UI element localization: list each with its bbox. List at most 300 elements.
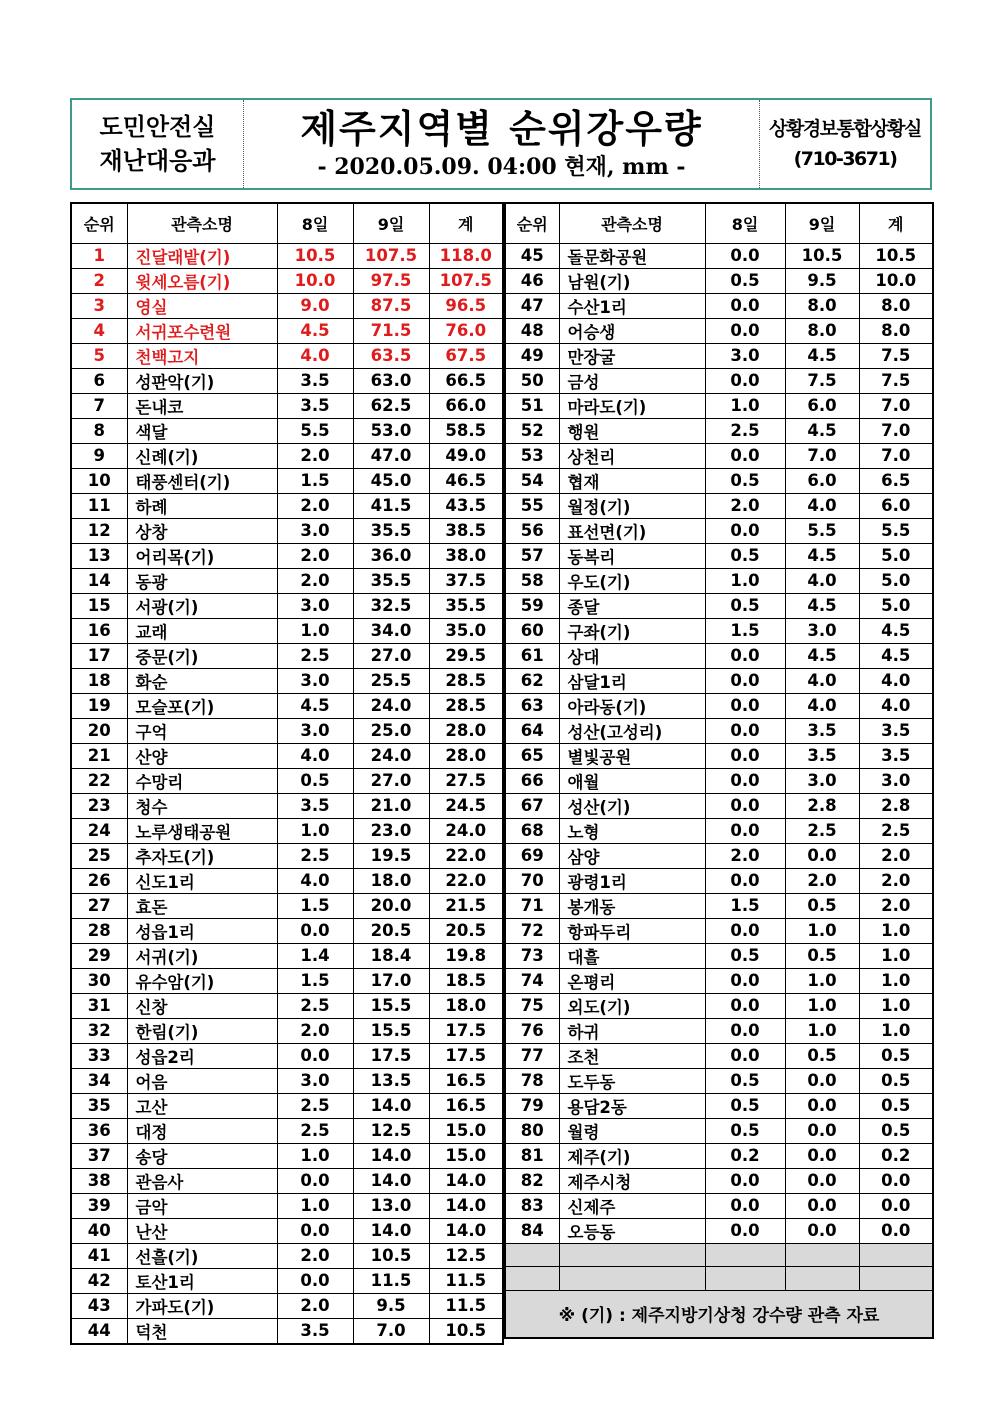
- day8-cell: 0.5: [705, 1118, 785, 1143]
- office-phone: (710-3671): [793, 148, 897, 170]
- day9-cell: 4.5: [785, 343, 859, 368]
- day9-cell: 7.0: [785, 443, 859, 468]
- station-name-cell: 동복리: [559, 543, 705, 568]
- station-name-cell: 진달래밭(기): [127, 243, 277, 268]
- table-row: [505, 468, 933, 493]
- day9-cell: 18.4: [353, 943, 429, 968]
- day9-cell: 35.5: [353, 568, 429, 593]
- rank-cell: 78: [505, 1068, 559, 1093]
- day8-cell: 2.0: [277, 543, 353, 568]
- day8-cell: 2.0: [277, 1018, 353, 1043]
- rank-cell: 82: [505, 1168, 559, 1193]
- station-name-cell: 추자도(기): [127, 843, 277, 868]
- rank-cell: 54: [505, 468, 559, 493]
- col-day8: 8일: [705, 203, 785, 243]
- table-row: [71, 1093, 503, 1118]
- rank-cell: 53: [505, 443, 559, 468]
- station-name-cell: 상창: [127, 518, 277, 543]
- rank-cell: 45: [505, 243, 559, 268]
- table-row: [71, 793, 503, 818]
- table-row: [505, 618, 933, 643]
- table-row: [71, 1143, 503, 1168]
- station-name-cell: 아라동(기): [559, 693, 705, 718]
- station-name-cell: 수산1리: [559, 293, 705, 318]
- total-cell: 28.0: [429, 718, 503, 743]
- day8-cell: 0.5: [705, 943, 785, 968]
- day9-cell: 4.0: [785, 668, 859, 693]
- station-name-cell: 상천리: [559, 443, 705, 468]
- total-cell: 14.0: [429, 1193, 503, 1218]
- table-row: [505, 293, 933, 318]
- total-cell: 14.0: [429, 1218, 503, 1243]
- station-name-cell: 협재: [559, 468, 705, 493]
- table-row: [71, 568, 503, 593]
- station-name-cell: 청수: [127, 793, 277, 818]
- day9-cell: 87.5: [353, 293, 429, 318]
- table-row: [71, 1193, 503, 1218]
- col-station: 관측소명: [127, 203, 277, 243]
- table-row: [71, 318, 503, 343]
- total-cell: 3.5: [859, 743, 933, 768]
- day9-cell: 0.0: [785, 1143, 859, 1168]
- day8-cell: 0.0: [705, 1043, 785, 1068]
- station-name-cell: 만장굴: [559, 343, 705, 368]
- rank-cell: 62: [505, 668, 559, 693]
- day9-cell: 71.5: [353, 318, 429, 343]
- rank-cell: 50: [505, 368, 559, 393]
- station-name-cell: 신제주: [559, 1193, 705, 1218]
- day9-cell: 0.0: [785, 1218, 859, 1243]
- day9-cell: 107.5: [353, 243, 429, 268]
- day8-cell: 1.5: [277, 893, 353, 918]
- rank-cell: 69: [505, 843, 559, 868]
- station-name-cell: 성읍2리: [127, 1043, 277, 1068]
- table-row: [71, 293, 503, 318]
- day9-cell: 4.0: [785, 493, 859, 518]
- rank-cell: 20: [71, 718, 127, 743]
- station-name-cell: 효돈: [127, 893, 277, 918]
- rank-cell: 48: [505, 318, 559, 343]
- empty-cell: [505, 1243, 559, 1267]
- rank-cell: 16: [71, 618, 127, 643]
- day8-cell: 0.0: [705, 243, 785, 268]
- station-name-cell: 동광: [127, 568, 277, 593]
- station-name-cell: 조천: [559, 1043, 705, 1068]
- station-name-cell: 표선면(기): [559, 518, 705, 543]
- table-row: [71, 1243, 503, 1268]
- day8-cell: 0.0: [705, 668, 785, 693]
- table-row: [71, 618, 503, 643]
- day8-cell: 2.5: [277, 1118, 353, 1143]
- table-row: [71, 893, 503, 918]
- table-row: [505, 1168, 933, 1193]
- total-cell: 38.0: [429, 543, 503, 568]
- col-day9: 9일: [785, 203, 859, 243]
- table-row: [505, 718, 933, 743]
- day9-cell: 15.5: [353, 993, 429, 1018]
- station-name-cell: 광령1리: [559, 868, 705, 893]
- rank-cell: 66: [505, 768, 559, 793]
- day8-cell: 0.5: [705, 593, 785, 618]
- table-row: [71, 443, 503, 468]
- empty-cell: [785, 1243, 859, 1267]
- day8-cell: 10.0: [277, 268, 353, 293]
- empty-cell: [705, 1267, 785, 1291]
- day8-cell: 0.0: [277, 1168, 353, 1193]
- page-subtitle: - 2020.05.09. 04:00 현재, mm -: [317, 154, 686, 180]
- day8-cell: 2.0: [277, 568, 353, 593]
- empty-cell: [505, 1267, 559, 1291]
- rank-cell: 28: [71, 918, 127, 943]
- day9-cell: 0.0: [785, 1093, 859, 1118]
- total-cell: 10.5: [859, 243, 933, 268]
- table-row: [71, 768, 503, 793]
- day9-cell: 0.5: [785, 893, 859, 918]
- station-name-cell: 우도(기): [559, 568, 705, 593]
- station-name-cell: 서광(기): [127, 593, 277, 618]
- station-name-cell: 행원: [559, 418, 705, 443]
- total-cell: 7.0: [859, 418, 933, 443]
- day8-cell: 0.0: [277, 1043, 353, 1068]
- rank-cell: 30: [71, 968, 127, 993]
- day8-cell: 0.0: [705, 918, 785, 943]
- day9-cell: 41.5: [353, 493, 429, 518]
- rank-cell: 46: [505, 268, 559, 293]
- rank-cell: 14: [71, 568, 127, 593]
- col-total: 계: [859, 203, 933, 243]
- station-name-cell: 교래: [127, 618, 277, 643]
- day9-cell: 17.5: [353, 1043, 429, 1068]
- rank-cell: 19: [71, 693, 127, 718]
- total-cell: 7.0: [859, 443, 933, 468]
- rank-cell: 40: [71, 1218, 127, 1243]
- total-cell: 7.0: [859, 393, 933, 418]
- day9-cell: 3.0: [785, 768, 859, 793]
- empty-cell: [859, 1267, 933, 1291]
- rank-cell: 37: [71, 1143, 127, 1168]
- rank-cell: 35: [71, 1093, 127, 1118]
- total-cell: 10.0: [859, 268, 933, 293]
- rank-cell: 79: [505, 1093, 559, 1118]
- day8-cell: 0.0: [277, 1268, 353, 1293]
- total-cell: 19.8: [429, 943, 503, 968]
- station-name-cell: 삼달1리: [559, 668, 705, 693]
- total-cell: 4.0: [859, 693, 933, 718]
- table-row: [71, 868, 503, 893]
- day9-cell: 14.0: [353, 1143, 429, 1168]
- rank-cell: 51: [505, 393, 559, 418]
- day8-cell: 0.5: [705, 1093, 785, 1118]
- total-cell: 22.0: [429, 868, 503, 893]
- rank-cell: 65: [505, 743, 559, 768]
- total-cell: 1.0: [859, 993, 933, 1018]
- total-cell: 24.5: [429, 793, 503, 818]
- empty-row: [505, 1243, 933, 1267]
- day9-cell: 4.0: [785, 693, 859, 718]
- day9-cell: 11.5: [353, 1268, 429, 1293]
- station-name-cell: 종달: [559, 593, 705, 618]
- day8-cell: 1.5: [705, 893, 785, 918]
- day9-cell: 19.5: [353, 843, 429, 868]
- day8-cell: 0.5: [705, 1068, 785, 1093]
- total-cell: 21.5: [429, 893, 503, 918]
- station-name-cell: 금악: [127, 1193, 277, 1218]
- day8-cell: 9.0: [277, 293, 353, 318]
- day8-cell: 1.0: [277, 618, 353, 643]
- day9-cell: 63.0: [353, 368, 429, 393]
- total-cell: 5.0: [859, 568, 933, 593]
- total-cell: 0.2: [859, 1143, 933, 1168]
- table-row: [505, 968, 933, 993]
- rank-cell: 27: [71, 893, 127, 918]
- rank-cell: 10: [71, 468, 127, 493]
- station-name-cell: 색달: [127, 418, 277, 443]
- day8-cell: 4.5: [277, 693, 353, 718]
- total-cell: 5.5: [859, 518, 933, 543]
- day8-cell: 2.5: [277, 1093, 353, 1118]
- rank-cell: 18: [71, 668, 127, 693]
- total-cell: 3.5: [859, 718, 933, 743]
- day9-cell: 1.0: [785, 993, 859, 1018]
- day8-cell: 10.5: [277, 243, 353, 268]
- rank-cell: 24: [71, 818, 127, 843]
- total-cell: 27.5: [429, 768, 503, 793]
- day9-cell: 9.5: [353, 1293, 429, 1318]
- station-name-cell: 월정(기): [559, 493, 705, 518]
- day9-cell: 24.0: [353, 743, 429, 768]
- table-row: [71, 718, 503, 743]
- total-cell: 37.5: [429, 568, 503, 593]
- table-row: [71, 1018, 503, 1043]
- rank-cell: 7: [71, 393, 127, 418]
- rank-cell: 3: [71, 293, 127, 318]
- department-line-1: 도민안전실: [99, 113, 216, 141]
- day9-cell: 35.5: [353, 518, 429, 543]
- station-name-cell: 하례: [127, 493, 277, 518]
- rank-cell: 11: [71, 493, 127, 518]
- day8-cell: 0.0: [705, 518, 785, 543]
- total-cell: 0.5: [859, 1068, 933, 1093]
- empty-cell: [559, 1267, 705, 1291]
- table-row: [505, 1018, 933, 1043]
- rainfall-table-left: [70, 202, 504, 1345]
- table-row: [505, 543, 933, 568]
- table-row: [71, 1168, 503, 1193]
- empty-cell: [785, 1267, 859, 1291]
- total-cell: 2.5: [859, 818, 933, 843]
- day9-cell: 5.5: [785, 518, 859, 543]
- day8-cell: 0.0: [705, 793, 785, 818]
- table-row: [505, 393, 933, 418]
- table-row: [71, 1118, 503, 1143]
- rank-cell: 58: [505, 568, 559, 593]
- station-name-cell: 영실: [127, 293, 277, 318]
- rank-cell: 43: [71, 1293, 127, 1318]
- table-row: [71, 368, 503, 393]
- station-name-cell: 애월: [559, 768, 705, 793]
- day9-cell: 45.0: [353, 468, 429, 493]
- table-row: [71, 468, 503, 493]
- col-total: 계: [429, 203, 503, 243]
- footnote: ※ (기) : 제주지방기상청 강수량 관측 자료: [505, 1290, 933, 1338]
- day9-cell: 0.0: [785, 1193, 859, 1218]
- station-name-cell: 어음: [127, 1068, 277, 1093]
- day8-cell: 3.0: [277, 718, 353, 743]
- station-name-cell: 산양: [127, 743, 277, 768]
- total-cell: 1.0: [859, 918, 933, 943]
- total-cell: 15.0: [429, 1143, 503, 1168]
- day9-cell: 8.0: [785, 318, 859, 343]
- day8-cell: 0.0: [705, 818, 785, 843]
- rank-cell: 6: [71, 368, 127, 393]
- rank-cell: 63: [505, 693, 559, 718]
- table-row: [71, 843, 503, 868]
- day9-cell: 0.0: [785, 1118, 859, 1143]
- day8-cell: 3.5: [277, 393, 353, 418]
- total-cell: 66.5: [429, 368, 503, 393]
- day9-cell: 1.0: [785, 968, 859, 993]
- table-row: [71, 243, 503, 268]
- table-row: [71, 968, 503, 993]
- rank-cell: 68: [505, 818, 559, 843]
- day8-cell: 0.5: [705, 468, 785, 493]
- station-name-cell: 봉개동: [559, 893, 705, 918]
- day8-cell: 3.5: [277, 1318, 353, 1344]
- table-row: [71, 418, 503, 443]
- day8-cell: 1.0: [705, 393, 785, 418]
- rank-cell: 70: [505, 868, 559, 893]
- day9-cell: 3.5: [785, 718, 859, 743]
- day8-cell: 0.5: [705, 268, 785, 293]
- station-name-cell: 노형: [559, 818, 705, 843]
- table-body-left: [71, 243, 503, 1344]
- table-row: [71, 643, 503, 668]
- table-row: [71, 543, 503, 568]
- day8-cell: 2.0: [277, 493, 353, 518]
- rank-cell: 57: [505, 543, 559, 568]
- day9-cell: 32.5: [353, 593, 429, 618]
- station-name-cell: 신창: [127, 993, 277, 1018]
- day9-cell: 62.5: [353, 393, 429, 418]
- day8-cell: 0.0: [705, 643, 785, 668]
- rank-cell: 22: [71, 768, 127, 793]
- table-row: [505, 768, 933, 793]
- station-name-cell: 토산1리: [127, 1268, 277, 1293]
- station-name-cell: 관음사: [127, 1168, 277, 1193]
- total-cell: 0.5: [859, 1043, 933, 1068]
- total-cell: 18.0: [429, 993, 503, 1018]
- table-row: [505, 443, 933, 468]
- day8-cell: 2.5: [705, 418, 785, 443]
- rank-cell: 34: [71, 1068, 127, 1093]
- total-cell: 58.5: [429, 418, 503, 443]
- day8-cell: 3.0: [277, 593, 353, 618]
- station-name-cell: 용담2동: [559, 1093, 705, 1118]
- empty-cell: [705, 1243, 785, 1267]
- total-cell: 8.0: [859, 293, 933, 318]
- day8-cell: 2.0: [277, 443, 353, 468]
- station-name-cell: 남원(기): [559, 268, 705, 293]
- rank-cell: 77: [505, 1043, 559, 1068]
- table-row: [505, 418, 933, 443]
- station-name-cell: 외도(기): [559, 993, 705, 1018]
- total-cell: 96.5: [429, 293, 503, 318]
- day9-cell: 7.0: [353, 1318, 429, 1344]
- day8-cell: 3.0: [277, 1068, 353, 1093]
- station-name-cell: 별빛공원: [559, 743, 705, 768]
- station-name-cell: 도두동: [559, 1068, 705, 1093]
- total-cell: 3.0: [859, 768, 933, 793]
- total-cell: 4.5: [859, 618, 933, 643]
- rank-cell: 76: [505, 1018, 559, 1043]
- total-cell: 49.0: [429, 443, 503, 468]
- table-row: [505, 793, 933, 818]
- station-name-cell: 서귀포수련원: [127, 318, 277, 343]
- col-day8: 8일: [277, 203, 353, 243]
- station-name-cell: 선흘(기): [127, 1243, 277, 1268]
- table-row: [71, 1068, 503, 1093]
- station-name-cell: 화순: [127, 668, 277, 693]
- day9-cell: 4.0: [785, 568, 859, 593]
- page-title: 제주지역별 순위강우량: [300, 107, 703, 151]
- table-row: [505, 743, 933, 768]
- table-row: [505, 593, 933, 618]
- total-cell: 67.5: [429, 343, 503, 368]
- day9-cell: 17.0: [353, 968, 429, 993]
- station-name-cell: 천백고지: [127, 343, 277, 368]
- station-name-cell: 윗세오름(기): [127, 268, 277, 293]
- table-row: [71, 993, 503, 1018]
- rank-cell: 47: [505, 293, 559, 318]
- table-row: [505, 918, 933, 943]
- table-row: [505, 243, 933, 268]
- day9-cell: 53.0: [353, 418, 429, 443]
- day8-cell: 0.0: [277, 1218, 353, 1243]
- department-line-2: 재난대응과: [99, 147, 216, 175]
- station-name-cell: 성읍1리: [127, 918, 277, 943]
- station-name-cell: 성판악(기): [127, 368, 277, 393]
- total-cell: 0.0: [859, 1168, 933, 1193]
- table-row: [71, 1268, 503, 1293]
- day8-cell: 1.0: [277, 1143, 353, 1168]
- day9-cell: 34.0: [353, 618, 429, 643]
- department-box: [72, 100, 244, 188]
- table-header-row: [505, 203, 933, 243]
- station-name-cell: 어승생: [559, 318, 705, 343]
- empty-cell: [559, 1243, 705, 1267]
- rank-cell: 25: [71, 843, 127, 868]
- table-row: [71, 343, 503, 368]
- table-row: [71, 818, 503, 843]
- total-cell: 12.5: [429, 1243, 503, 1268]
- total-cell: 38.5: [429, 518, 503, 543]
- station-name-cell: 수망리: [127, 768, 277, 793]
- table-row: [505, 1068, 933, 1093]
- day9-cell: 23.0: [353, 818, 429, 843]
- table-row: [505, 1193, 933, 1218]
- total-cell: 107.5: [429, 268, 503, 293]
- day8-cell: 0.0: [705, 718, 785, 743]
- table-row: [505, 643, 933, 668]
- total-cell: 11.5: [429, 1268, 503, 1293]
- document-header: [70, 98, 932, 190]
- table-header-row: [71, 203, 503, 243]
- day9-cell: 63.5: [353, 343, 429, 368]
- day9-cell: 3.5: [785, 743, 859, 768]
- col-rank: 순위: [505, 203, 559, 243]
- day8-cell: 0.0: [705, 868, 785, 893]
- rank-cell: 26: [71, 868, 127, 893]
